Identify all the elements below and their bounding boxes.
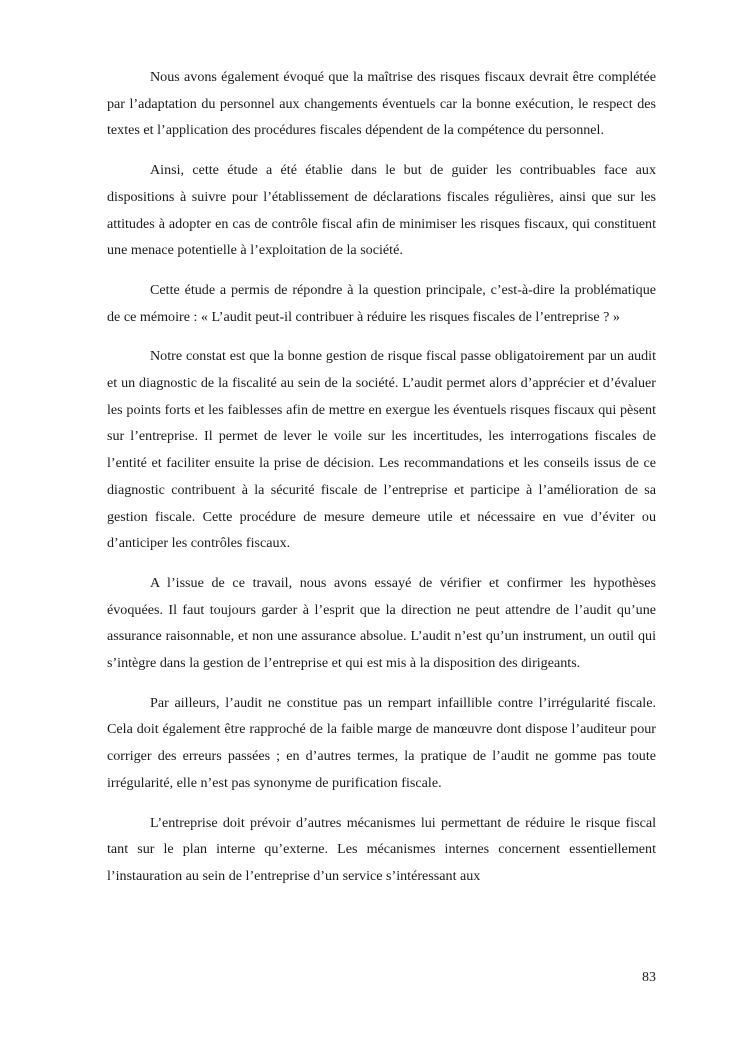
paragraph: Par ailleurs, l’audit ne constitue pas un rempart infaillible contre l’irrégularité fiscale. Cela doit également être rapproché de la faible marge de manœuvre dont dispose l’auditeur pour corriger des erreurs passées ; en d’autres termes, la pratique de l’audit ne gomme pas toute irrégularité, elle n’est pas synonyme de purification fiscale. [107,694,656,791]
paragraph: Cette étude a permis de répondre à la question principale, c’est-à-dire la problématique de ce mémoire : « L’audit peut-il contribuer à réduire les risques fiscales de l’entreprise ? » [107,281,656,325]
paragraph: Notre constat est que la bonne gestion de risque fiscal passe obligatoirement par un audit et un diagnostic de la fiscalité au sein de la société. L’audit permet alors d’apprécier et d’évaluer les points forts et les faiblesses afin de mettre en exergue les éventuels risques fiscaux qui pèsent sur l’entreprise. Il permet de lever le voile sur les incertitudes, les interrogations fiscales de l’entité et faciliter ensuite la prise de décision. Les recommandations et les conseils issus de ce diagnostic contribuent à la sécurité fiscale de l’entreprise et participe à l’amélioration de sa gestion fiscale. Cette procédure de mesure demeure utile et nécessaire en vue d’éviter ou d’anticiper les contrôles fiscaux. [107,348,656,552]
paragraph: L’entreprise doit prévoir d’autres mécanismes lui permettant de réduire le risque fiscal tant sur le plan interne qu’externe. Les mécanismes internes concernent essentiellement l’instauration au sein de l’entreprise d’un service s’intéressant aux [107,814,656,884]
paragraph: Nous avons également évoqué que la maîtrise des risques fiscaux devrait être complétée par l’adaptation du personnel aux changements éventuels car la bonne exécution, le respect des textes et l’application des procédures fiscales dépendent de la compétence du personnel. [107,69,656,139]
body-text [107,64,656,903]
page-number: 83 [642,970,656,985]
paragraph: A l’issue de ce travail, nous avons essayé de vérifier et confirmer les hypothèses évoquées. Il faut toujours garder à l’esprit que la direction ne peut attendre de l’audit qu’une assurance raisonnable, et non une assurance absolue. L’audit n’est qu’un instrument, un outil qui s’intègre dans la gestion de l’entreprise et qui est mis à la disposition des dirigeants. [107,574,656,672]
paragraph: Ainsi, cette étude a été établie dans le but de guider les contribuables face aux dispositions à suivre pour l’établissement de déclarations fiscales régulières, ainsi que sur les attitudes à adopter en cas de contrôle fiscal afin de minimiser les risques fiscaux, qui constituent une menace potentielle à l’exploitation de la société. [107,162,656,259]
